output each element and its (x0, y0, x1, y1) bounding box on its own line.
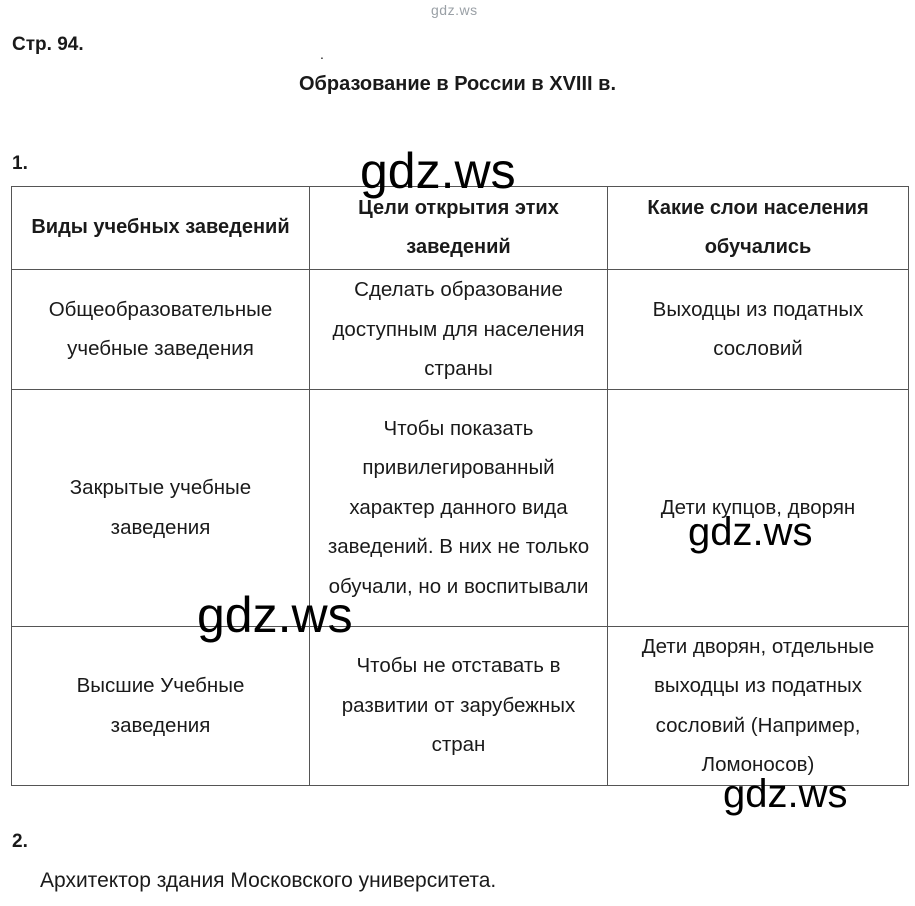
watermark: gdz.ws (197, 587, 353, 643)
table-cell: Закрытые учебные заведения (12, 389, 310, 626)
watermark: gdz.ws (688, 510, 813, 554)
task-2-number: 2. (12, 831, 28, 852)
stray-dot: . (320, 46, 324, 62)
table-cell: Чтобы не отставать в развитии от зарубежных стран (310, 626, 608, 785)
watermark: gdz.ws (723, 772, 848, 816)
table-cell: Высшие Учебные заведения (12, 626, 310, 785)
header-cell-strata: Какие слои населения обучались (608, 187, 909, 270)
table-cell: Общеобразовательные учебные заведения (12, 270, 310, 390)
task-1-number: 1. (12, 153, 28, 174)
watermark: gdz.ws (360, 143, 516, 199)
table-cell: Дети купцов, дворян (608, 389, 909, 626)
page-title: Образование в России в XVIII в. (298, 73, 616, 95)
table-row (12, 626, 909, 785)
header-cell-types: Виды учебных заведений (12, 187, 310, 270)
top-watermark: gdz.ws (431, 2, 478, 18)
table-cell: Сделать образование доступным для населения страны (310, 270, 608, 390)
page-number: Стр. 94. (12, 34, 84, 55)
task-2-answer: Архитектор здания Московского университета. (40, 869, 497, 892)
table-row (12, 270, 909, 390)
education-table (11, 186, 909, 786)
header-cell-goals: Цели открытия этих заведений (310, 187, 608, 270)
table-row (12, 389, 909, 626)
table-cell: Дети дворян, отдельные выходцы из податных сословий (Например, Ломоносов) (608, 626, 909, 785)
table-cell: Чтобы показать привилегированный характер данного вида заведений. В них не только обучали, но и воспитывали (310, 389, 608, 626)
table-cell: Выходцы из податных сословий (608, 270, 909, 390)
